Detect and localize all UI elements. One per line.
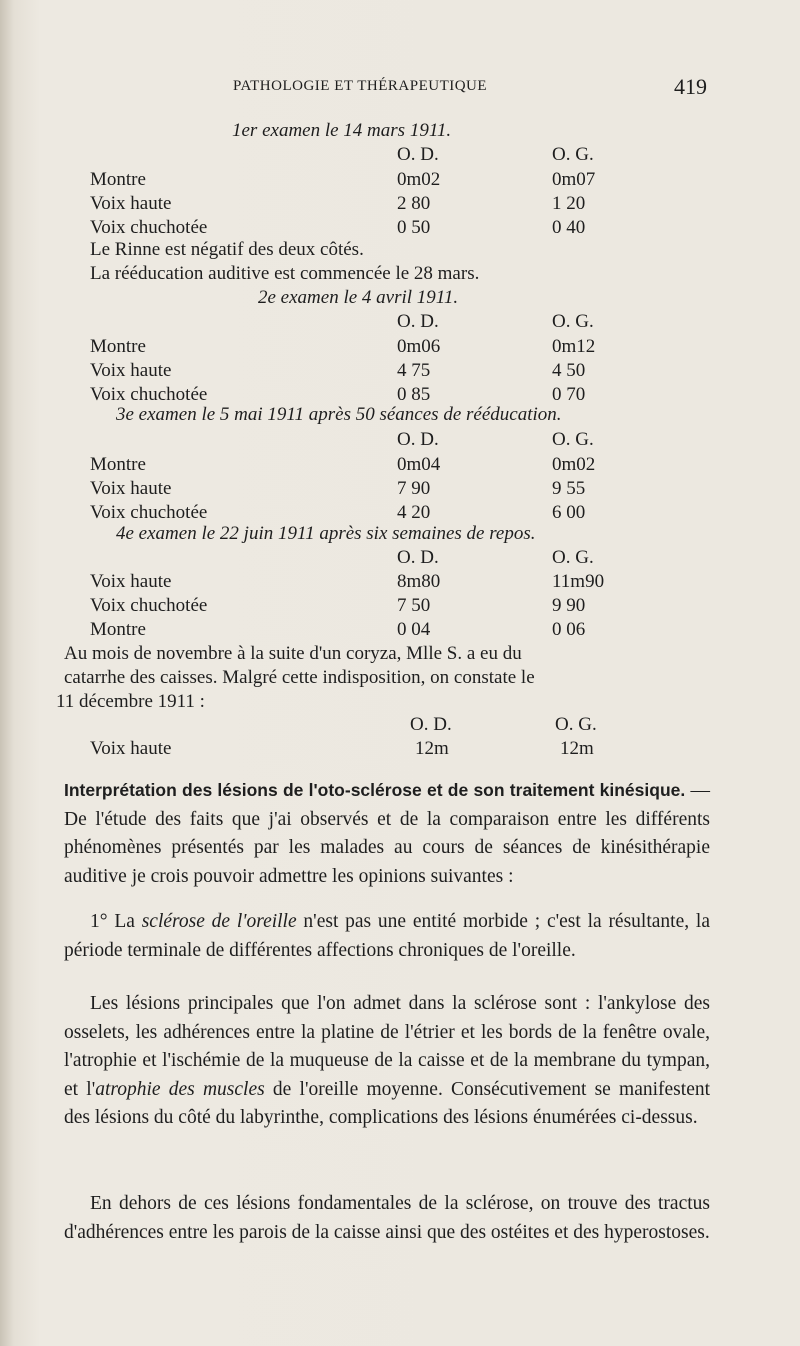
point-1-end: n'est pas une entité morbide ; c'est la résultante, la période terminale de différentes affections chroniques de l'oreille. — [64, 911, 710, 961]
section-point-1 — [64, 908, 710, 965]
exam-3-row-3-od: 4 20 — [397, 502, 431, 523]
exam-1-row-3-od: 0 50 — [397, 217, 431, 238]
november-og-header: O. G. — [555, 714, 597, 735]
november-row-od: 12m — [415, 738, 449, 759]
exam-3-row-3-label: Voix chuchotée — [90, 502, 208, 523]
exam-4-og-header: O. G. — [552, 547, 594, 568]
november-row-label: Voix haute — [90, 738, 172, 759]
exam-3-od-header: O. D. — [397, 429, 439, 450]
exam-3-row-1-label: Montre — [90, 454, 146, 475]
exam-3-row-2-og: 9 55 — [552, 478, 586, 499]
exam-1-row-1-label: Montre — [90, 169, 146, 190]
exam-3-title: 3e examen le 5 mai 1911 après 50 séances de rééducation. — [116, 404, 562, 425]
exam-3-row-3-og: 6 00 — [552, 502, 586, 523]
exam-4-row-3-od: 0 04 — [397, 619, 431, 640]
exam-2-row-1-og: 0m12 — [552, 336, 596, 357]
paragraph-2-start: Les lésions principales que l'on admet dans la sclérose sont : l'ankylose des osselets, les adhérences entre la platine de l'étrier et les bords de la fenêtre ovale, l'atrophie et l'ischémie de la muqueuse de la caisse et de la membrane du tympan, et l' — [64, 993, 710, 1100]
section-title: Interprétation des lésions de l'oto-sclérose et de son traitement kinésique. — [64, 780, 686, 800]
section-intro-text: — De l'étude des faits que j'ai observés et de la comparaison entre les différents phénomènes présentés par les malades au cours de séances de kinésithérapie auditive je crois pouvoir admettre les opinions suivantes : — [64, 780, 711, 887]
exam-1-row-1-od: 0m02 — [397, 169, 441, 190]
november-line-3: 11 décembre 1911 : — [56, 691, 205, 712]
exam-2-od-header: O. D. — [397, 311, 439, 332]
november-line-1: Au mois de novembre à la suite d'un coryza, Mlle S. a eu du — [64, 643, 522, 664]
exam-1-row-1-og: 0m07 — [552, 169, 596, 190]
exam-2-row-3-og: 0 70 — [552, 384, 586, 405]
paragraph-2-italic: atrophie des muscles — [95, 1078, 265, 1100]
exam-2-title: 2e examen le 4 avril 1911. — [258, 287, 459, 308]
exam-4-row-2-label: Voix chuchotée — [90, 595, 208, 616]
exam-1-row-2-label: Voix haute — [90, 193, 172, 214]
exam-4-od-header: O. D. — [397, 547, 439, 568]
section-intro — [64, 776, 710, 891]
exam-4-row-1-label: Voix haute — [90, 571, 172, 592]
reeducation-note: La rééducation auditive est commencée le 28 mars. — [90, 263, 480, 284]
exam-4-row-1-og: 11m90 — [552, 571, 605, 592]
point-1-start: 1° La — [90, 911, 142, 932]
exam-2-row-1-od: 0m06 — [397, 336, 441, 357]
paragraph-2-end: de l'oreille moyenne. Consécutivement se manifestent des lésions du côté du labyrinthe, complications des lésions énumérées ci-dessus. — [64, 1078, 711, 1128]
exam-2-og-header: O. G. — [552, 311, 594, 332]
exam-2-row-2-og: 4 50 — [552, 360, 586, 381]
page-number: 419 — [674, 74, 707, 99]
section-paragraph-2 — [64, 990, 710, 1133]
exam-1-row-3-label: Voix chuchotée — [90, 217, 208, 238]
exam-3-row-2-label: Voix haute — [90, 478, 172, 499]
exam-1-row-2-og: 1 20 — [552, 193, 586, 214]
exam-2-row-1-label: Montre — [90, 336, 146, 357]
november-od-header: O. D. — [410, 714, 452, 735]
exam-1-title: 1er examen le 14 mars 1911. — [232, 120, 452, 141]
exam-1-og-header: O. G. — [552, 144, 594, 165]
running-title: PATHOLOGIE ET THÉRAPEUTIQUE — [233, 78, 488, 94]
exam-2-row-3-od: 0 85 — [397, 384, 431, 405]
section-paragraph-3: En dehors de ces lésions fondamentales de la sclérose, on trouve des tractus d'adhérences entre les parois de la caisse ainsi que des ostéites et des hyperostoses. — [64, 1193, 710, 1243]
exam-4-row-3-og: 0 06 — [552, 619, 586, 640]
exam-4-row-2-og: 9 90 — [552, 595, 586, 616]
exam-2-row-3-label: Voix chuchotée — [90, 384, 208, 405]
page-header — [0, 76, 800, 100]
november-line-2: catarrhe des caisses. Malgré cette indisposition, on constate le — [64, 667, 535, 688]
november-row-og: 12m — [560, 738, 594, 759]
exam-4-row-3-label: Montre — [90, 619, 146, 640]
exam-2-row-2-od: 4 75 — [397, 360, 431, 381]
exam-4-title: 4e examen le 22 juin 1911 après six semaines de repos. — [116, 523, 536, 544]
exam-3-row-1-od: 0m04 — [397, 454, 441, 475]
exam-3-row-2-od: 7 90 — [397, 478, 431, 499]
exam-3-row-1-og: 0m02 — [552, 454, 596, 475]
exam-3-og-header: O. G. — [552, 429, 594, 450]
exam-4-row-1-od: 8m80 — [397, 571, 441, 592]
exam-1-row-2-od: 2 80 — [397, 193, 431, 214]
exam-4-row-2-od: 7 50 — [397, 595, 431, 616]
point-1-italic: sclérose de l'oreille — [141, 911, 297, 932]
exam-2-row-2-label: Voix haute — [90, 360, 172, 381]
rinne-note: Le Rinne est négatif des deux côtés. — [90, 239, 364, 260]
exam-1-od-header: O. D. — [397, 144, 439, 165]
exam-1-row-3-og: 0 40 — [552, 217, 586, 238]
